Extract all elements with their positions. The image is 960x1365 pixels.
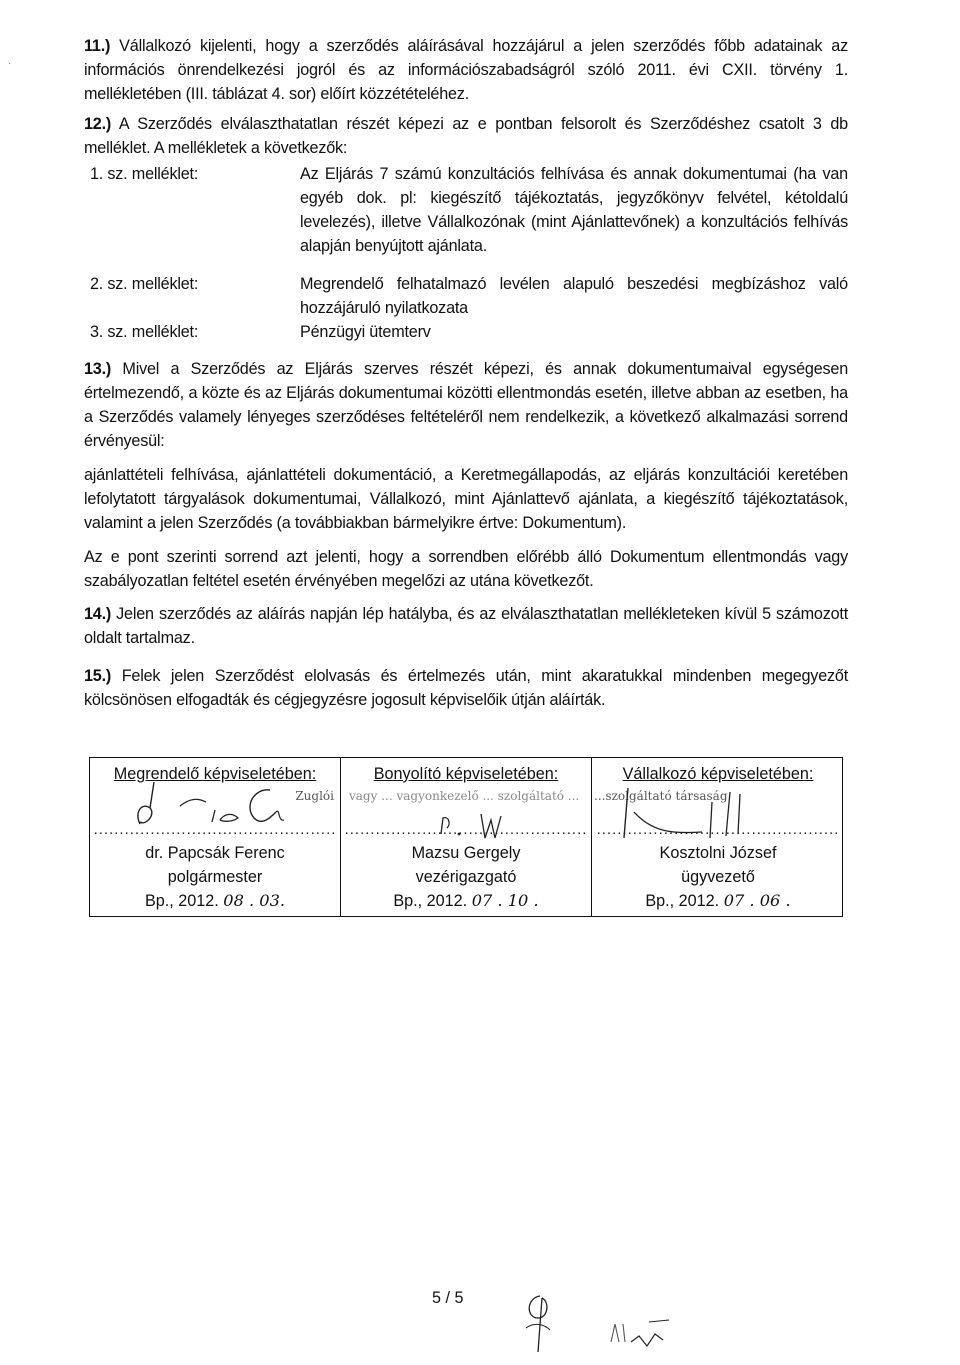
annex-item-3 — [90, 320, 850, 344]
annex-text: Pénzügyi ütemterv — [300, 323, 431, 341]
signature-column-client — [90, 758, 341, 916]
signature-header: Bonyolító képviseletében: — [373, 765, 559, 783]
paragraph-number: 14.) — [84, 605, 112, 623]
paragraph-text: Mivel a Szerződés az Eljárás szerves részét képezi, és annak dokumentumaival egységesen értelmezendő, a közte és az Eljárás dokumentumai közötti ellentmondás esetén, illetve abban az esetben, ha a Szerződés valamely lényeges szerződéses feltételéről nem rendelkezik, a következő alkalmazási sorrend érvényesül: — [84, 360, 848, 450]
signature-date: Bp., 2012. 07 . 06 . — [645, 891, 791, 910]
signature-dotted-line: ............................................... — [596, 821, 840, 838]
annex-label: 2. sz. melléklet: — [90, 275, 199, 293]
paragraph-13 — [84, 357, 848, 453]
paragraph-11 — [84, 34, 848, 106]
paragraph-number: 15.) — [84, 667, 112, 685]
stamp-text: ...szolgáltató társaság — [594, 789, 728, 803]
initials-signature-1 — [520, 1288, 560, 1358]
signature-date: Bp., 2012. 08 . 03. — [144, 891, 286, 910]
signatory-title: ügyvezető — [681, 868, 755, 886]
paragraph-text: Jelen szerződés az aláírás napján lép hatályba, és az elválaszthatatlan mellékleteken kívül 5 számozott oldalt tartalmaz. — [84, 605, 848, 647]
stamp-text: Zuglói — [295, 789, 334, 803]
page-number: 5 / 5 — [432, 1289, 464, 1307]
stamp-text: vagy ... vagyonkezelő ... szolgáltató ... — [349, 789, 580, 803]
signature-dotted-line: ............................................... — [93, 821, 337, 838]
annex-item-1 — [90, 162, 850, 258]
initials-signature-2 — [603, 1312, 673, 1362]
signature-header: Megrendelő képviseletében: — [113, 765, 317, 783]
annex-text: Megrendelő felhatalmazó levélen alapuló beszedési megbízáshoz való hozzájáruló nyilatkozata — [300, 275, 848, 317]
signatory-title: vezérigazgató — [415, 868, 517, 886]
paragraph-number: 11.) — [84, 37, 111, 55]
signature-column-contractor — [592, 758, 844, 916]
paragraph-text: Vállalkozó kijelenti, hogy a szerződés aláírásával hozzájárul a jelen szerződés főbb adatainak az információs önrendelkezési jogról és az információszabadságról szóló 2011. évi CXII. törvény 1. mellékletében (III. táblázat 4. sor) előírt közzétételéhez. — [84, 37, 848, 103]
paragraph-12 — [84, 112, 848, 160]
annex-label: 3. sz. melléklet: — [90, 323, 199, 341]
paragraph-number: 13.) — [84, 360, 112, 378]
paragraph-13-order: ajánlattételi felhívása, ajánlattételi dokumentáció, a Keretmegállapodás, az eljárás konzultációi keretében lefolytatott tárgyalások dokumentumai, Vállalkozó, mint Ajánlattevő ajánlata, a kiegészítő tájékoztatások, valamint a jelen Szerződés (a továbbiakban bármelyikre értve: Dokumentum). — [84, 466, 848, 532]
signatory-name: Kosztolni József — [659, 844, 777, 862]
signature-date: Bp., 2012. 07 . 10 . — [393, 891, 539, 910]
paragraph-text: A Szerződés elválaszthatatlan részét képezi az e pontban felsorolt és Szerződéshez csatolt 3 db melléklet. A mellékletek a következők: — [84, 115, 848, 157]
signature-header: Vállalkozó képviseletében: — [622, 765, 814, 783]
signature-dotted-line: ............................................... — [344, 821, 588, 838]
signature-table — [89, 757, 843, 917]
paragraph-15 — [84, 664, 848, 712]
signatory-name: Mazsu Gergely — [411, 844, 521, 862]
paragraph-number: 12.) — [84, 115, 112, 133]
annex-label: 1. sz. melléklet: — [90, 165, 199, 183]
signatory-name: dr. Papcsák Ferenc — [145, 844, 285, 862]
annex-item-2 — [90, 272, 850, 320]
signature-column-agent — [341, 758, 592, 916]
annex-text: Az Eljárás 7 számú konzultációs felhívása és annak dokumentumai (ha van egyéb dok. pl: kiegészítő tájékoztatás, jegyzőkönyv felvétel, kétoldalú levelezés), illetve Vállalkozónak (mint Ajánlattevőnek) a konzultációs felhívás alapján benyújtott ajánlata. — [300, 165, 848, 255]
paragraph-13-note: Az e pont szerinti sorrend azt jelenti, hogy a sorrendben előrébb álló Dokumentum ellentmondás vagy szabályozatlan feltétel esetén érvényében megelőzi az utána következőt. — [84, 548, 848, 590]
paragraph-text: Felek jelen Szerződést elolvasás és értelmezés után, mint akaratukkal mindenben megegyezőt kölcsönösen elfogadták és cégjegyzésre jogosult képviselőik útján aláírták. — [84, 667, 848, 709]
paragraph-14 — [84, 602, 848, 650]
signatory-title: polgármester — [167, 868, 263, 886]
margin-mark: · — [8, 58, 12, 69]
